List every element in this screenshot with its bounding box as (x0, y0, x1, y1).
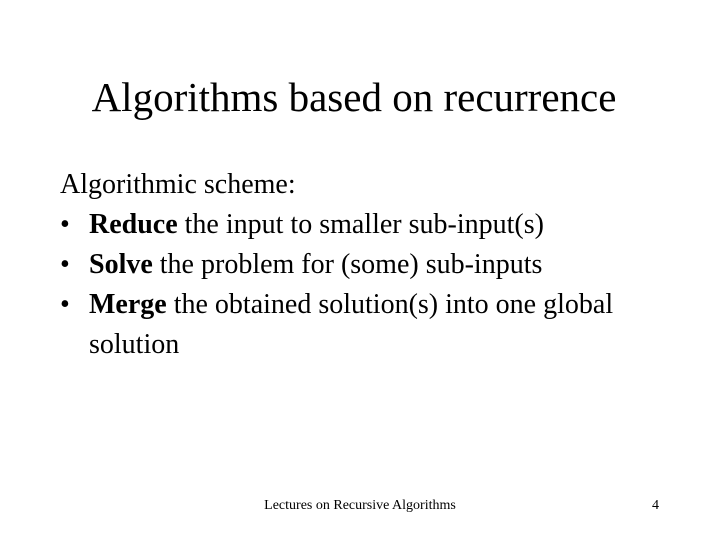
bullet-list (60, 205, 700, 365)
bullet-item-solve (60, 245, 629, 285)
bullet-icon: • (60, 209, 70, 240)
slide-body (60, 165, 700, 365)
bullet-item-merge (60, 285, 629, 365)
bullet-keyword: Solve (89, 249, 153, 280)
intro-text: Algorithmic scheme: (60, 169, 296, 200)
bullet-text: the input to smaller sub-input(s) (177, 209, 544, 240)
slide-title: Algorithms based on recurrence (91, 74, 617, 120)
bullet-keyword: Merge (89, 289, 167, 320)
bullet-text: the obtained solution(s) into one global solution (89, 289, 614, 360)
footer-text: Lectures on Recursive Algorithms (264, 498, 456, 513)
bullet-icon: • (60, 289, 70, 320)
bullet-keyword: Reduce (89, 209, 178, 240)
bullet-icon: • (60, 249, 70, 280)
bullet-item-reduce (60, 205, 629, 245)
bullet-text: the problem for (some) sub-inputs (152, 249, 543, 280)
page-number: 4 (652, 498, 659, 513)
